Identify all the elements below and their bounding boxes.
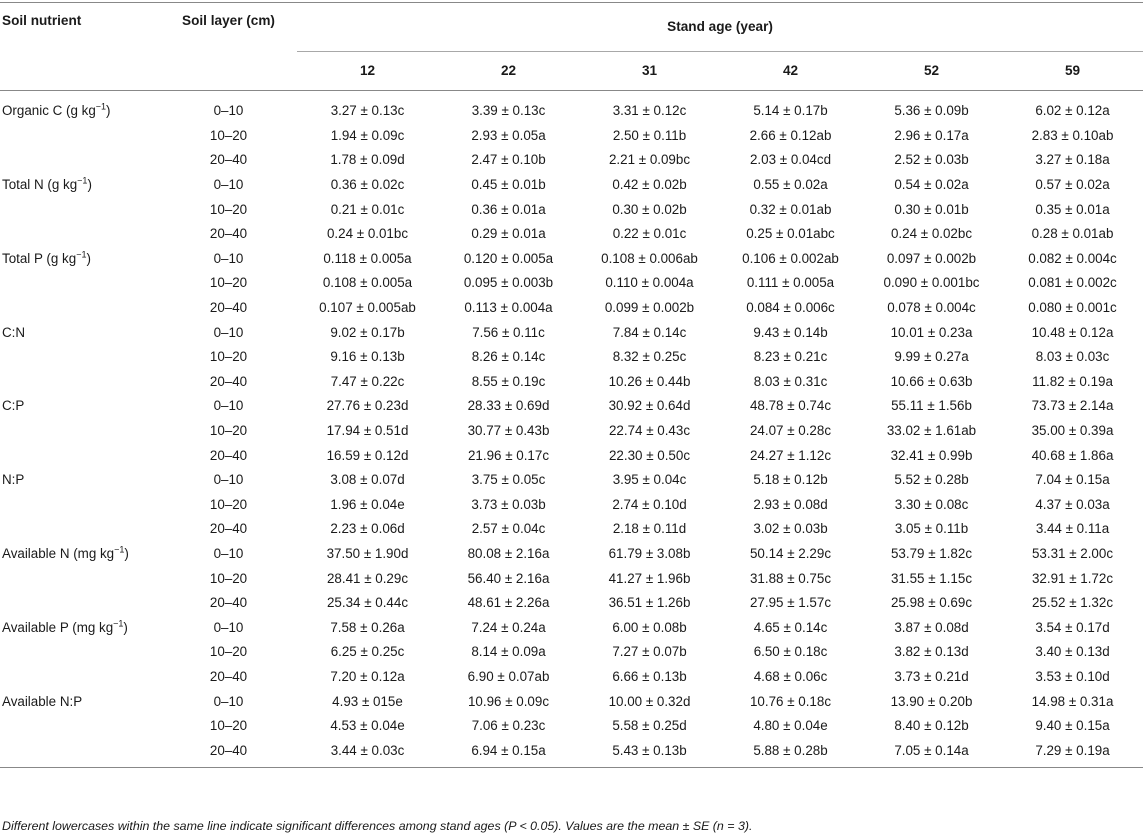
- nutrient-label: [0, 541, 160, 566]
- nutrient-label: [0, 713, 160, 738]
- value-cell: 7.05 ± 0.14a: [861, 738, 1002, 767]
- value-cell: 3.54 ± 0.17d: [1035, 619, 1110, 635]
- value-cell: 0.080 ± 0.001c: [1028, 300, 1117, 316]
- table-row: [0, 221, 1143, 246]
- table-row: [0, 467, 1143, 492]
- value-cell: 48.78 ± 0.74c: [749, 398, 832, 414]
- value-cell: 8.55 ± 0.19c: [471, 373, 546, 389]
- value-cell: 2.03 ± 0.04cd: [749, 152, 832, 168]
- table-row: [0, 492, 1143, 517]
- value-cell: 8.23 ± 0.21c: [753, 349, 828, 365]
- soil-layer-cell: 10–20: [209, 349, 248, 365]
- header-age: 22: [438, 51, 579, 90]
- value-cell: 31.55 ± 1.15c: [890, 570, 973, 586]
- nutrient-label: [0, 443, 160, 468]
- table-row: [0, 615, 1143, 640]
- nutrient-label: [0, 590, 160, 615]
- table-row: [0, 90, 1143, 123]
- value-cell: 73.73 ± 2.14a: [1031, 398, 1114, 414]
- value-cell: 0.120 ± 0.005a: [463, 250, 554, 266]
- nutrient-label: [0, 467, 160, 492]
- value-cell: 4.80 ± 0.04e: [753, 718, 828, 734]
- soil-layer-cell: 20–40: [209, 373, 248, 389]
- nutrient-label-text: Available N (mg kg: [2, 545, 115, 561]
- value-cell: 0.36 ± 0.01a: [471, 201, 546, 217]
- header-row-2: [0, 51, 1143, 90]
- nutrient-label-unit-exponent: −1: [113, 618, 124, 629]
- soil-layer-cell: 20–40: [209, 300, 248, 316]
- value-cell: 2.18 ± 0.11d: [612, 521, 687, 537]
- nutrient-label: [0, 615, 160, 640]
- value-cell: 6.66 ± 0.13b: [612, 668, 687, 684]
- value-cell: 31.88 ± 0.75c: [749, 570, 832, 586]
- value-cell: 7.27 ± 0.07b: [612, 644, 687, 660]
- value-cell: 0.108 ± 0.006ab: [601, 250, 698, 266]
- value-cell: 3.27 ± 0.13c: [330, 103, 405, 119]
- table-body: [0, 90, 1143, 767]
- table-row: [0, 197, 1143, 222]
- value-cell: 6.94 ± 0.15a: [438, 738, 579, 767]
- value-cell: 3.05 ± 0.11b: [894, 521, 969, 537]
- value-cell: 27.95 ± 1.57c: [749, 595, 832, 611]
- soil-layer-cell: 20–40: [209, 521, 248, 537]
- table-row: [0, 344, 1143, 369]
- value-cell: 2.21 ± 0.09bc: [608, 152, 691, 168]
- value-cell: 9.40 ± 0.15a: [1035, 718, 1110, 734]
- value-cell: 7.04 ± 0.15a: [1035, 472, 1110, 488]
- value-cell: 3.40 ± 0.13d: [1035, 644, 1110, 660]
- value-cell: 2.50 ± 0.11b: [612, 127, 687, 143]
- value-cell: 4.37 ± 0.03a: [1035, 496, 1110, 512]
- nutrient-label-text: Available P (mg kg: [2, 619, 114, 635]
- table-row: [0, 295, 1143, 320]
- table-row: [0, 418, 1143, 443]
- value-cell: 5.36 ± 0.09b: [894, 103, 969, 119]
- nutrient-label: [0, 394, 160, 419]
- value-cell: 0.118 ± 0.005a: [323, 250, 412, 266]
- value-cell: 0.084 ± 0.006c: [746, 300, 835, 316]
- value-cell: 7.84 ± 0.14c: [612, 324, 687, 340]
- value-cell: 0.57 ± 0.02a: [1035, 177, 1110, 193]
- value-cell: 16.59 ± 0.12d: [326, 447, 409, 463]
- nutrient-label: [0, 197, 160, 222]
- value-cell: 7.58 ± 0.26a: [330, 619, 405, 635]
- value-cell: 0.110 ± 0.004a: [605, 275, 694, 291]
- header-soil-nutrient: Soil nutrient: [0, 3, 160, 52]
- nutrient-label: [0, 320, 160, 345]
- value-cell: 61.79 ± 3.08b: [608, 545, 691, 561]
- value-cell: 30.77 ± 0.43b: [467, 423, 550, 439]
- table-row: [0, 541, 1143, 566]
- value-cell: 2.83 ± 0.10ab: [1031, 127, 1114, 143]
- soil-layer-cell: 0–10: [213, 693, 244, 709]
- nutrient-label: [0, 640, 160, 665]
- value-cell: 5.43 ± 0.13b: [579, 738, 720, 767]
- nutrient-label: [0, 246, 160, 271]
- table-row: [0, 640, 1143, 665]
- value-cell: 25.52 ± 1.32c: [1031, 595, 1114, 611]
- soil-layer-cell: 0–10: [213, 177, 244, 193]
- value-cell: 9.02 ± 0.17b: [330, 324, 405, 340]
- value-cell: 0.28 ± 0.01ab: [1031, 226, 1114, 242]
- nutrient-label: [0, 369, 160, 394]
- value-cell: 0.22 ± 0.01c: [612, 226, 687, 242]
- value-cell: 8.14 ± 0.09a: [471, 644, 546, 660]
- value-cell: 7.06 ± 0.23c: [471, 718, 546, 734]
- nutrient-label-close: ): [86, 250, 91, 266]
- value-cell: 24.07 ± 0.28c: [749, 423, 832, 439]
- value-cell: 2.23 ± 0.06d: [330, 521, 405, 537]
- nutrient-label-close: ): [106, 103, 111, 119]
- value-cell: 3.30 ± 0.08c: [894, 496, 969, 512]
- nutrient-label: [0, 221, 160, 246]
- table-header: [0, 3, 1143, 91]
- header-age: 52: [861, 51, 1002, 90]
- value-cell: 2.47 ± 0.10b: [471, 152, 546, 168]
- header-age: 42: [720, 51, 861, 90]
- nutrient-label: [0, 344, 160, 369]
- value-cell: 30.92 ± 0.64d: [608, 398, 691, 414]
- value-cell: 6.50 ± 0.18c: [753, 644, 828, 660]
- value-cell: 0.30 ± 0.01b: [894, 201, 969, 217]
- value-cell: 11.82 ± 0.19a: [1032, 373, 1113, 389]
- header-age: 12: [297, 51, 438, 90]
- value-cell: 14.98 ± 0.31a: [1031, 693, 1114, 709]
- value-cell: 3.44 ± 0.11a: [1035, 521, 1110, 537]
- value-cell: 0.099 ± 0.002b: [604, 300, 695, 316]
- header-age: 59: [1002, 51, 1143, 90]
- value-cell: 56.40 ± 2.16a: [467, 570, 550, 586]
- nutrient-label-unit-exponent: −1: [95, 101, 107, 112]
- value-cell: 0.21 ± 0.01c: [330, 201, 405, 217]
- nutrient-label-unit-exponent: −1: [76, 249, 87, 260]
- header-row-1: [0, 3, 1143, 52]
- nutrient-label: [0, 295, 160, 320]
- value-cell: 25.98 ± 0.69c: [890, 595, 973, 611]
- value-cell: 0.25 ± 0.01abc: [746, 226, 835, 242]
- table-row: [0, 123, 1143, 148]
- soil-layer-cell: 0–10: [213, 324, 244, 340]
- value-cell: 6.02 ± 0.12a: [1035, 103, 1110, 119]
- soil-layer-cell: 20–40: [209, 226, 248, 242]
- value-cell: 2.93 ± 0.08d: [753, 496, 828, 512]
- value-cell: 41.27 ± 1.96b: [608, 570, 691, 586]
- value-cell: 53.79 ± 1.82c: [890, 545, 973, 561]
- value-cell: 9.43 ± 0.14b: [753, 324, 828, 340]
- value-cell: 0.36 ± 0.02c: [330, 177, 405, 193]
- value-cell: 7.20 ± 0.12a: [330, 668, 405, 684]
- value-cell: 3.08 ± 0.07d: [330, 472, 405, 488]
- value-cell: 27.76 ± 0.23d: [326, 398, 409, 414]
- value-cell: 10.66 ± 0.63b: [890, 373, 973, 389]
- header-stand-age: Stand age (year): [297, 3, 1143, 52]
- value-cell: 0.078 ± 0.004c: [887, 300, 976, 316]
- value-cell: 37.50 ± 1.90d: [326, 545, 409, 561]
- value-cell: 0.24 ± 0.02bc: [890, 226, 973, 242]
- soil-layer-cell: 0–10: [213, 619, 244, 635]
- value-cell: 7.47 ± 0.22c: [330, 373, 405, 389]
- value-cell: 3.53 ± 0.10d: [1035, 668, 1110, 684]
- value-cell: 0.095 ± 0.003b: [463, 275, 554, 291]
- value-cell: 25.34 ± 0.44c: [326, 595, 409, 611]
- value-cell: 17.94 ± 0.51d: [326, 423, 409, 439]
- value-cell: 10.26 ± 0.44b: [608, 373, 691, 389]
- nutrient-label-text: N:P: [2, 472, 25, 488]
- value-cell: 5.88 ± 0.28b: [720, 738, 861, 767]
- soil-layer-cell: 0–10: [213, 398, 244, 414]
- value-cell: 32.91 ± 1.72c: [1031, 570, 1114, 586]
- value-cell: 0.29 ± 0.01a: [471, 226, 546, 242]
- value-cell: 0.35 ± 0.01a: [1035, 201, 1110, 217]
- soil-layer-cell: 20–40: [209, 595, 248, 611]
- table-row: [0, 271, 1143, 296]
- nutrient-label: [0, 418, 160, 443]
- value-cell: 2.96 ± 0.17a: [894, 127, 969, 143]
- value-cell: 10.01 ± 0.23a: [890, 324, 973, 340]
- value-cell: 9.99 ± 0.27a: [894, 349, 969, 365]
- nutrient-label-text: Total N (g kg: [2, 177, 78, 193]
- soil-layer-cell: 20–40: [209, 152, 248, 168]
- nutrient-label-text: Available N:P: [2, 693, 83, 709]
- soil-layer-cell: 20–40: [209, 668, 248, 684]
- table-row: [0, 713, 1143, 738]
- value-cell: 3.27 ± 0.18a: [1035, 152, 1110, 168]
- value-cell: 6.90 ± 0.07ab: [467, 668, 550, 684]
- nutrient-label: [0, 664, 160, 689]
- value-cell: 53.31 ± 2.00c: [1031, 545, 1114, 561]
- table-row: [0, 517, 1143, 542]
- value-cell: 10.96 ± 0.09c: [467, 693, 550, 709]
- value-cell: 0.082 ± 0.004c: [1028, 250, 1117, 266]
- nutrient-label: [0, 517, 160, 542]
- table-row: [0, 394, 1143, 419]
- value-cell: 7.29 ± 0.19a: [1002, 738, 1143, 767]
- table-row: [0, 664, 1143, 689]
- value-cell: 0.113 ± 0.004a: [464, 300, 553, 316]
- table-row: [0, 369, 1143, 394]
- table-row: [0, 246, 1143, 271]
- value-cell: 21.96 ± 0.17c: [467, 447, 550, 463]
- soil-layer-cell: 10–20: [209, 127, 248, 143]
- soil-layer-cell: 0–10: [213, 545, 244, 561]
- value-cell: 8.26 ± 0.14c: [471, 349, 546, 365]
- value-cell: 0.32 ± 0.01ab: [749, 201, 832, 217]
- value-cell: 3.31 ± 0.12c: [612, 103, 687, 119]
- soil-layer-cell: 10–20: [209, 201, 248, 217]
- value-cell: 0.54 ± 0.02a: [894, 177, 969, 193]
- value-cell: 1.94 ± 0.09c: [330, 127, 405, 143]
- value-cell: 0.106 ± 0.002ab: [742, 250, 839, 266]
- table-row: [0, 738, 1143, 767]
- value-cell: 6.00 ± 0.08b: [612, 619, 687, 635]
- nutrient-label-text: Total P (g kg: [2, 250, 77, 266]
- value-cell: 48.61 ± 2.26a: [467, 595, 550, 611]
- value-cell: 3.87 ± 0.08d: [894, 619, 969, 635]
- value-cell: 36.51 ± 1.26b: [608, 595, 691, 611]
- value-cell: 28.41 ± 0.29c: [326, 570, 409, 586]
- table-row: [0, 689, 1143, 714]
- value-cell: 2.66 ± 0.12ab: [749, 127, 832, 143]
- value-cell: 80.08 ± 2.16a: [467, 545, 550, 561]
- value-cell: 2.74 ± 0.10d: [612, 496, 687, 512]
- value-cell: 0.107 ± 0.005ab: [319, 300, 416, 316]
- nutrient-label: [0, 148, 160, 173]
- value-cell: 0.097 ± 0.002b: [886, 250, 977, 266]
- nutrient-label-close: ): [124, 545, 129, 561]
- nutrient-label: [0, 738, 160, 767]
- header-age: 31: [579, 51, 720, 90]
- nutrient-label-close: ): [87, 177, 92, 193]
- value-cell: 8.03 ± 0.31c: [753, 373, 828, 389]
- value-cell: 3.44 ± 0.03c: [297, 738, 438, 767]
- value-cell: 0.55 ± 0.02a: [753, 177, 828, 193]
- nutrient-label: [0, 90, 160, 123]
- value-cell: 2.93 ± 0.05a: [471, 127, 546, 143]
- value-cell: 28.33 ± 0.69d: [467, 398, 550, 414]
- soil-layer-cell: 20–40: [160, 738, 297, 767]
- table-row: [0, 320, 1143, 345]
- nutrient-label-unit-exponent: −1: [114, 544, 125, 555]
- value-cell: 7.24 ± 0.24a: [471, 619, 546, 635]
- value-cell: 3.73 ± 0.21d: [894, 668, 969, 684]
- value-cell: 8.32 ± 0.25c: [612, 349, 687, 365]
- table-row: [0, 148, 1143, 173]
- value-cell: 55.11 ± 1.56b: [891, 398, 972, 414]
- nutrient-label: [0, 689, 160, 714]
- value-cell: 3.39 ± 0.13c: [471, 103, 546, 119]
- nutrient-label: [0, 172, 160, 197]
- table-row: [0, 590, 1143, 615]
- value-cell: 3.73 ± 0.03b: [471, 496, 546, 512]
- value-cell: 5.58 ± 0.25d: [612, 718, 687, 734]
- value-cell: 1.96 ± 0.04e: [330, 496, 405, 512]
- value-cell: 4.65 ± 0.14c: [753, 619, 828, 635]
- value-cell: 22.30 ± 0.50c: [608, 447, 691, 463]
- soil-layer-cell: 0–10: [213, 472, 244, 488]
- value-cell: 0.42 ± 0.02b: [612, 177, 687, 193]
- value-cell: 8.03 ± 0.03c: [1035, 349, 1110, 365]
- value-cell: 5.14 ± 0.17b: [753, 103, 828, 119]
- value-cell: 3.75 ± 0.05c: [471, 472, 546, 488]
- table-footnote: Different lowercases within the same line indicate significant differences among stand ages (P < 0.05). Values are the mean ± SE (n = 3).: [2, 819, 753, 833]
- soil-layer-cell: 0–10: [213, 103, 244, 119]
- value-cell: 5.52 ± 0.28b: [894, 472, 969, 488]
- soil-layer-cell: 10–20: [209, 275, 248, 291]
- value-cell: 4.68 ± 0.06c: [753, 668, 828, 684]
- header-blank: [160, 51, 297, 90]
- soil-layer-cell: 0–10: [213, 250, 244, 266]
- value-cell: 1.78 ± 0.09d: [330, 152, 405, 168]
- value-cell: 3.82 ± 0.13d: [894, 644, 969, 660]
- soil-layer-cell: 10–20: [209, 423, 248, 439]
- value-cell: 0.111 ± 0.005a: [746, 275, 835, 291]
- nutrient-label: [0, 566, 160, 591]
- nutrient-label: [0, 271, 160, 296]
- nutrient-label-text: Organic C (g kg: [2, 103, 96, 119]
- value-cell: 33.02 ± 1.61ab: [886, 423, 977, 439]
- value-cell: 10.76 ± 0.18c: [749, 693, 832, 709]
- value-cell: 2.52 ± 0.03b: [894, 152, 969, 168]
- value-cell: 6.25 ± 0.25c: [330, 644, 405, 660]
- value-cell: 0.081 ± 0.002c: [1028, 275, 1117, 291]
- value-cell: 13.90 ± 0.20b: [890, 693, 973, 709]
- value-cell: 9.16 ± 0.13b: [330, 349, 405, 365]
- value-cell: 2.57 ± 0.04c: [471, 521, 546, 537]
- value-cell: 3.02 ± 0.03b: [753, 521, 828, 537]
- value-cell: 35.00 ± 0.39a: [1031, 423, 1114, 439]
- value-cell: 32.41 ± 0.99b: [890, 447, 973, 463]
- nutrient-label-unit-exponent: −1: [77, 175, 88, 186]
- table-row: [0, 443, 1143, 468]
- soil-layer-cell: 10–20: [209, 496, 248, 512]
- value-cell: 0.108 ± 0.005a: [322, 275, 413, 291]
- value-cell: 0.090 ± 0.001bc: [883, 275, 980, 291]
- nutrient-label-text: C:P: [2, 398, 25, 414]
- nutrient-label: [0, 123, 160, 148]
- soil-layer-cell: 20–40: [209, 447, 248, 463]
- soil-layer-cell: 10–20: [209, 644, 248, 660]
- value-cell: 3.95 ± 0.04c: [612, 472, 687, 488]
- value-cell: 22.74 ± 0.43c: [608, 423, 691, 439]
- value-cell: 4.53 ± 0.04e: [330, 718, 405, 734]
- value-cell: 0.45 ± 0.01b: [471, 177, 546, 193]
- value-cell: 10.48 ± 0.12a: [1031, 324, 1114, 340]
- table-row: [0, 566, 1143, 591]
- soil-nutrient-table: [0, 2, 1143, 768]
- soil-layer-cell: 10–20: [209, 718, 248, 734]
- soil-layer-cell: 10–20: [209, 570, 248, 586]
- header-blank: [0, 51, 160, 90]
- value-cell: 5.18 ± 0.12b: [753, 472, 828, 488]
- value-cell: 4.93 ± 015e: [332, 693, 403, 709]
- value-cell: 0.30 ± 0.02b: [612, 201, 687, 217]
- value-cell: 8.40 ± 0.12b: [894, 718, 969, 734]
- table-row: [0, 172, 1143, 197]
- nutrient-label-text: C:N: [2, 324, 26, 340]
- value-cell: 50.14 ± 2.29c: [749, 545, 832, 561]
- nutrient-label: [0, 492, 160, 517]
- value-cell: 24.27 ± 1.12c: [749, 447, 832, 463]
- nutrient-label-close: ): [123, 619, 128, 635]
- header-soil-layer: Soil layer (cm): [160, 3, 297, 52]
- value-cell: 7.56 ± 0.11c: [472, 324, 545, 340]
- value-cell: 10.00 ± 0.32d: [608, 693, 691, 709]
- value-cell: 40.68 ± 1.86a: [1031, 447, 1114, 463]
- value-cell: 0.24 ± 0.01bc: [326, 226, 409, 242]
